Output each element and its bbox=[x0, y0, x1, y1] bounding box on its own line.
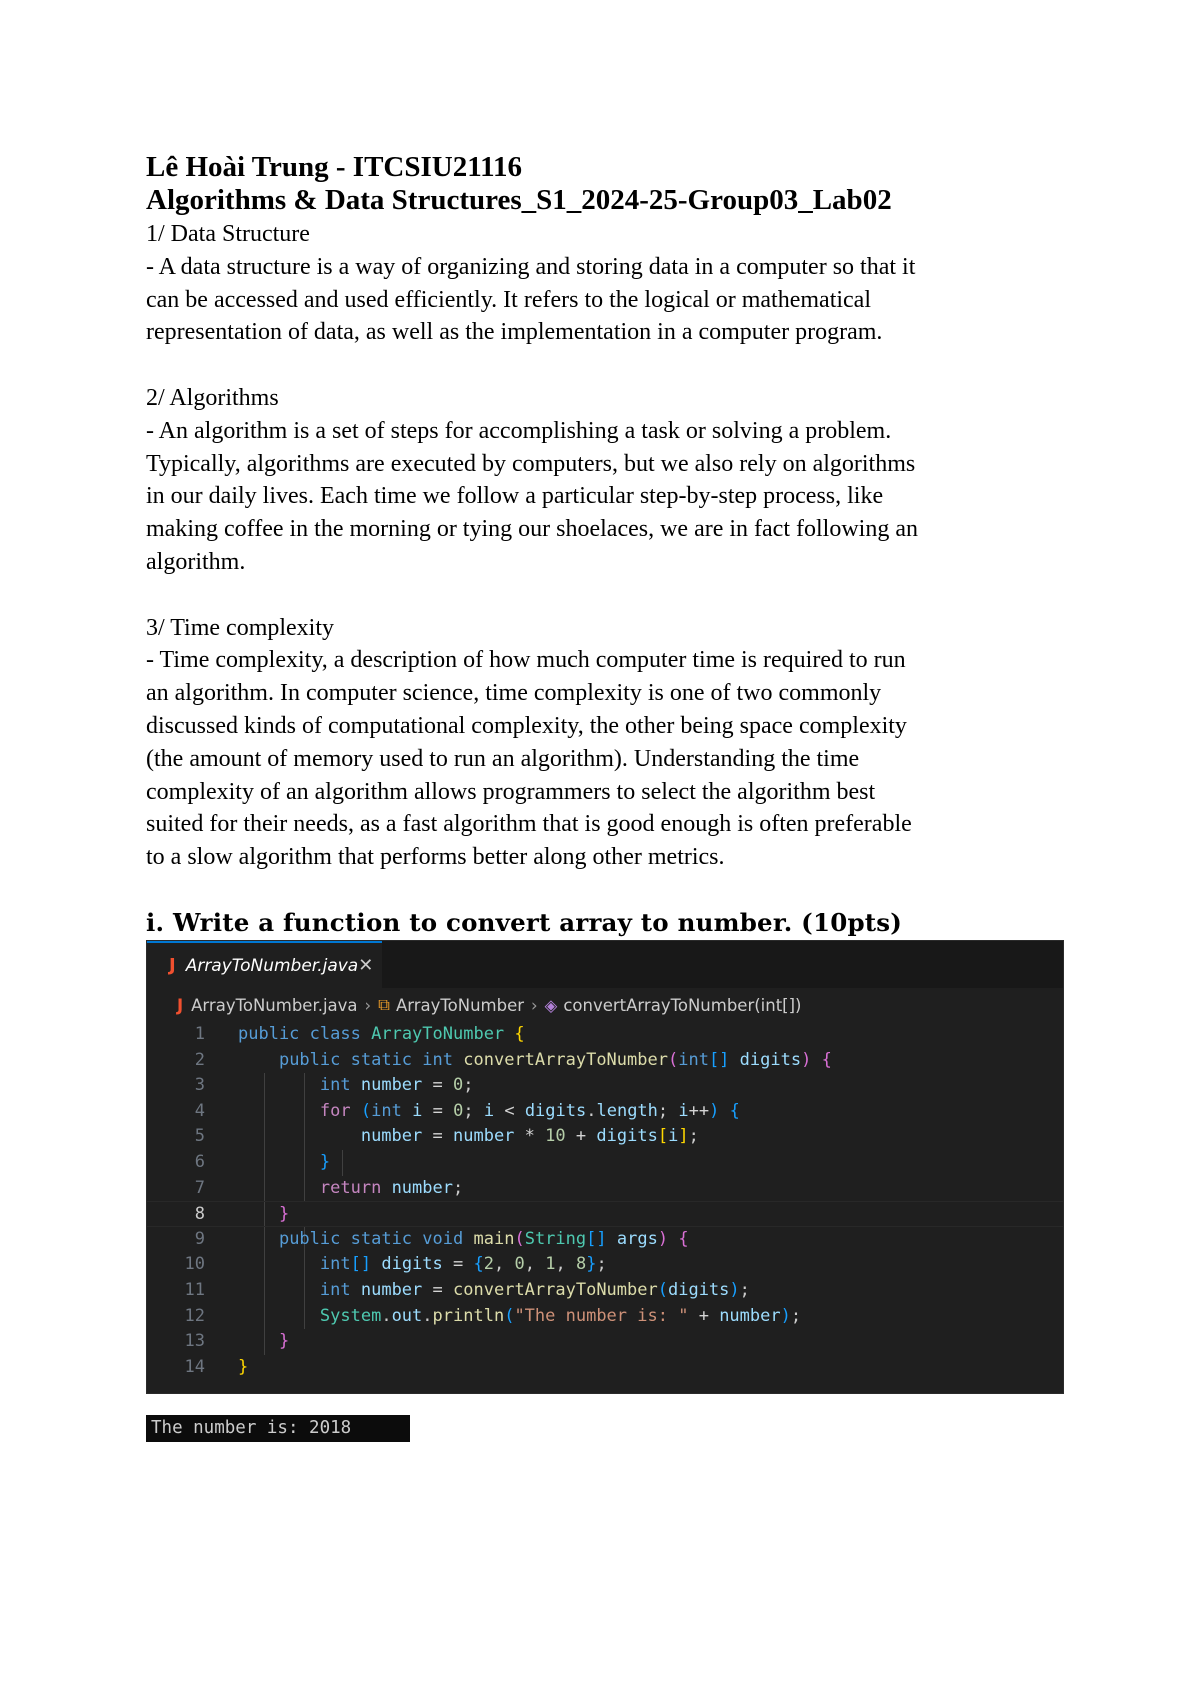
code-line: 9 public static void main(String[] args) { bbox=[147, 1227, 1063, 1253]
line-number: 5 bbox=[194, 1126, 205, 1147]
code-line: 10 int[] digits = {2, 0, 1, 8}; bbox=[147, 1252, 1063, 1278]
paragraph-line: - Time complexity, a description of how much computer time is required to run bbox=[146, 647, 906, 674]
code-line: 14 } bbox=[147, 1355, 1063, 1381]
paragraph-line: suited for their needs, as a fast algorithm that is good enough is often preferable bbox=[146, 811, 912, 838]
console-output: The number is: 2018 bbox=[146, 1415, 410, 1442]
editor-tab[interactable] bbox=[147, 941, 382, 988]
paragraph-line: Typically, algorithms are executed by computers, but we also rely on algorithms bbox=[146, 450, 916, 477]
chevron-right-icon: › bbox=[531, 995, 538, 1015]
line-number: 13 bbox=[184, 1331, 205, 1352]
line-number: 7 bbox=[194, 1177, 205, 1198]
breadcrumb-class[interactable]: ArrayToNumber bbox=[395, 995, 525, 1015]
line-number: 10 bbox=[184, 1254, 205, 1275]
line-number: 14 bbox=[184, 1356, 205, 1377]
breadcrumb bbox=[147, 988, 1063, 1022]
java-file-icon: J bbox=[169, 955, 176, 976]
paragraph-line: complexity of an algorithm allows programmers to select the algorithm best bbox=[146, 778, 876, 805]
chevron-right-icon: › bbox=[364, 995, 372, 1015]
code-line: 5 number = number * 10 + digits[i]; bbox=[147, 1124, 1063, 1150]
breadcrumb-method[interactable]: convertArrayToNumber(int[]) bbox=[563, 995, 802, 1015]
code-area[interactable] bbox=[147, 1022, 1063, 1380]
paragraph-line: to a slow algorithm that performs better along other metrics. bbox=[146, 844, 725, 871]
task-heading: i. Write a function to convert array to number. (10pts) bbox=[146, 907, 903, 937]
paragraph-line: making coffee in the morning or tying our shoelaces, we are in fact following an bbox=[146, 516, 918, 543]
author-line: Lê Hoài Trung - ITCSIU21116 bbox=[146, 151, 523, 183]
section-heading: 3/ Time complexity bbox=[146, 614, 335, 641]
code-line: 3 int number = 0; bbox=[147, 1073, 1063, 1099]
document-page bbox=[146, 150, 1066, 939]
paragraph-line: in our daily lives. Each time we follow a particular step-by-step process, like bbox=[146, 483, 884, 510]
paragraph-line: representation of data, as well as the implementation in a computer program. bbox=[146, 319, 883, 346]
method-icon: ◈ bbox=[544, 995, 558, 1015]
line-number: 6 bbox=[194, 1151, 205, 1172]
code-editor-screenshot bbox=[146, 940, 1064, 1394]
paragraph-line: (the amount of memory used to run an algorithm). Understanding the time bbox=[146, 745, 860, 772]
close-icon[interactable]: ✕ bbox=[358, 955, 374, 976]
line-number: 12 bbox=[184, 1305, 205, 1326]
code-line: 2 public static int convertArrayToNumber(int[] digits) { bbox=[147, 1048, 1063, 1074]
line-number: 2 bbox=[194, 1049, 205, 1070]
code-line: 1 public class ArrayToNumber { bbox=[147, 1022, 1063, 1048]
paragraph-line: algorithm. bbox=[146, 548, 246, 575]
tab-label: ArrayToNumber.java bbox=[185, 955, 359, 976]
paragraph-line: an algorithm. In computer science, time complexity is one of two commonly bbox=[146, 680, 882, 707]
breadcrumb-file[interactable]: ArrayToNumber.java bbox=[191, 995, 358, 1015]
code-line-active: 8 } bbox=[147, 1201, 1063, 1227]
code-line: 6 } bbox=[147, 1150, 1063, 1176]
line-number: 4 bbox=[194, 1100, 205, 1121]
section-heading: 1/ Data Structure bbox=[146, 221, 310, 247]
paragraph-line: can be accessed and used efficiently. It refers to the logical or mathematical bbox=[146, 286, 872, 313]
paragraph-line: - A data structure is a way of organizing and storing data in a computer so that it bbox=[146, 253, 916, 280]
line-number: 1 bbox=[194, 1024, 205, 1044]
code-line: 12 System.out.println("The number is: " + number); bbox=[147, 1304, 1063, 1330]
java-file-icon: J bbox=[177, 995, 184, 1015]
class-icon: ⧉ bbox=[378, 995, 390, 1014]
line-number: 9 bbox=[194, 1228, 205, 1249]
code-line: 7 return number; bbox=[147, 1176, 1063, 1202]
course-line: Algorithms & Data Structures_S1_2024-25-Group03_Lab02 bbox=[146, 184, 892, 216]
code-line: 11 int number = convertArrayToNumber(digits); bbox=[147, 1278, 1063, 1304]
section-heading: 2/ Algorithms bbox=[146, 384, 279, 411]
line-number: 8 bbox=[194, 1204, 205, 1225]
editor-tab-bar bbox=[147, 941, 1063, 988]
paragraph-line: discussed kinds of computational complexity, the other being space complexity bbox=[146, 712, 907, 739]
code-line: 13 } bbox=[147, 1329, 1063, 1355]
line-number: 11 bbox=[184, 1279, 205, 1300]
line-number: 3 bbox=[194, 1075, 205, 1096]
code-line: 4 for (int i = 0; i < digits.length; i++) { bbox=[147, 1099, 1063, 1125]
paragraph-line: - An algorithm is a set of steps for accomplishing a task or solving a problem. bbox=[146, 417, 892, 444]
